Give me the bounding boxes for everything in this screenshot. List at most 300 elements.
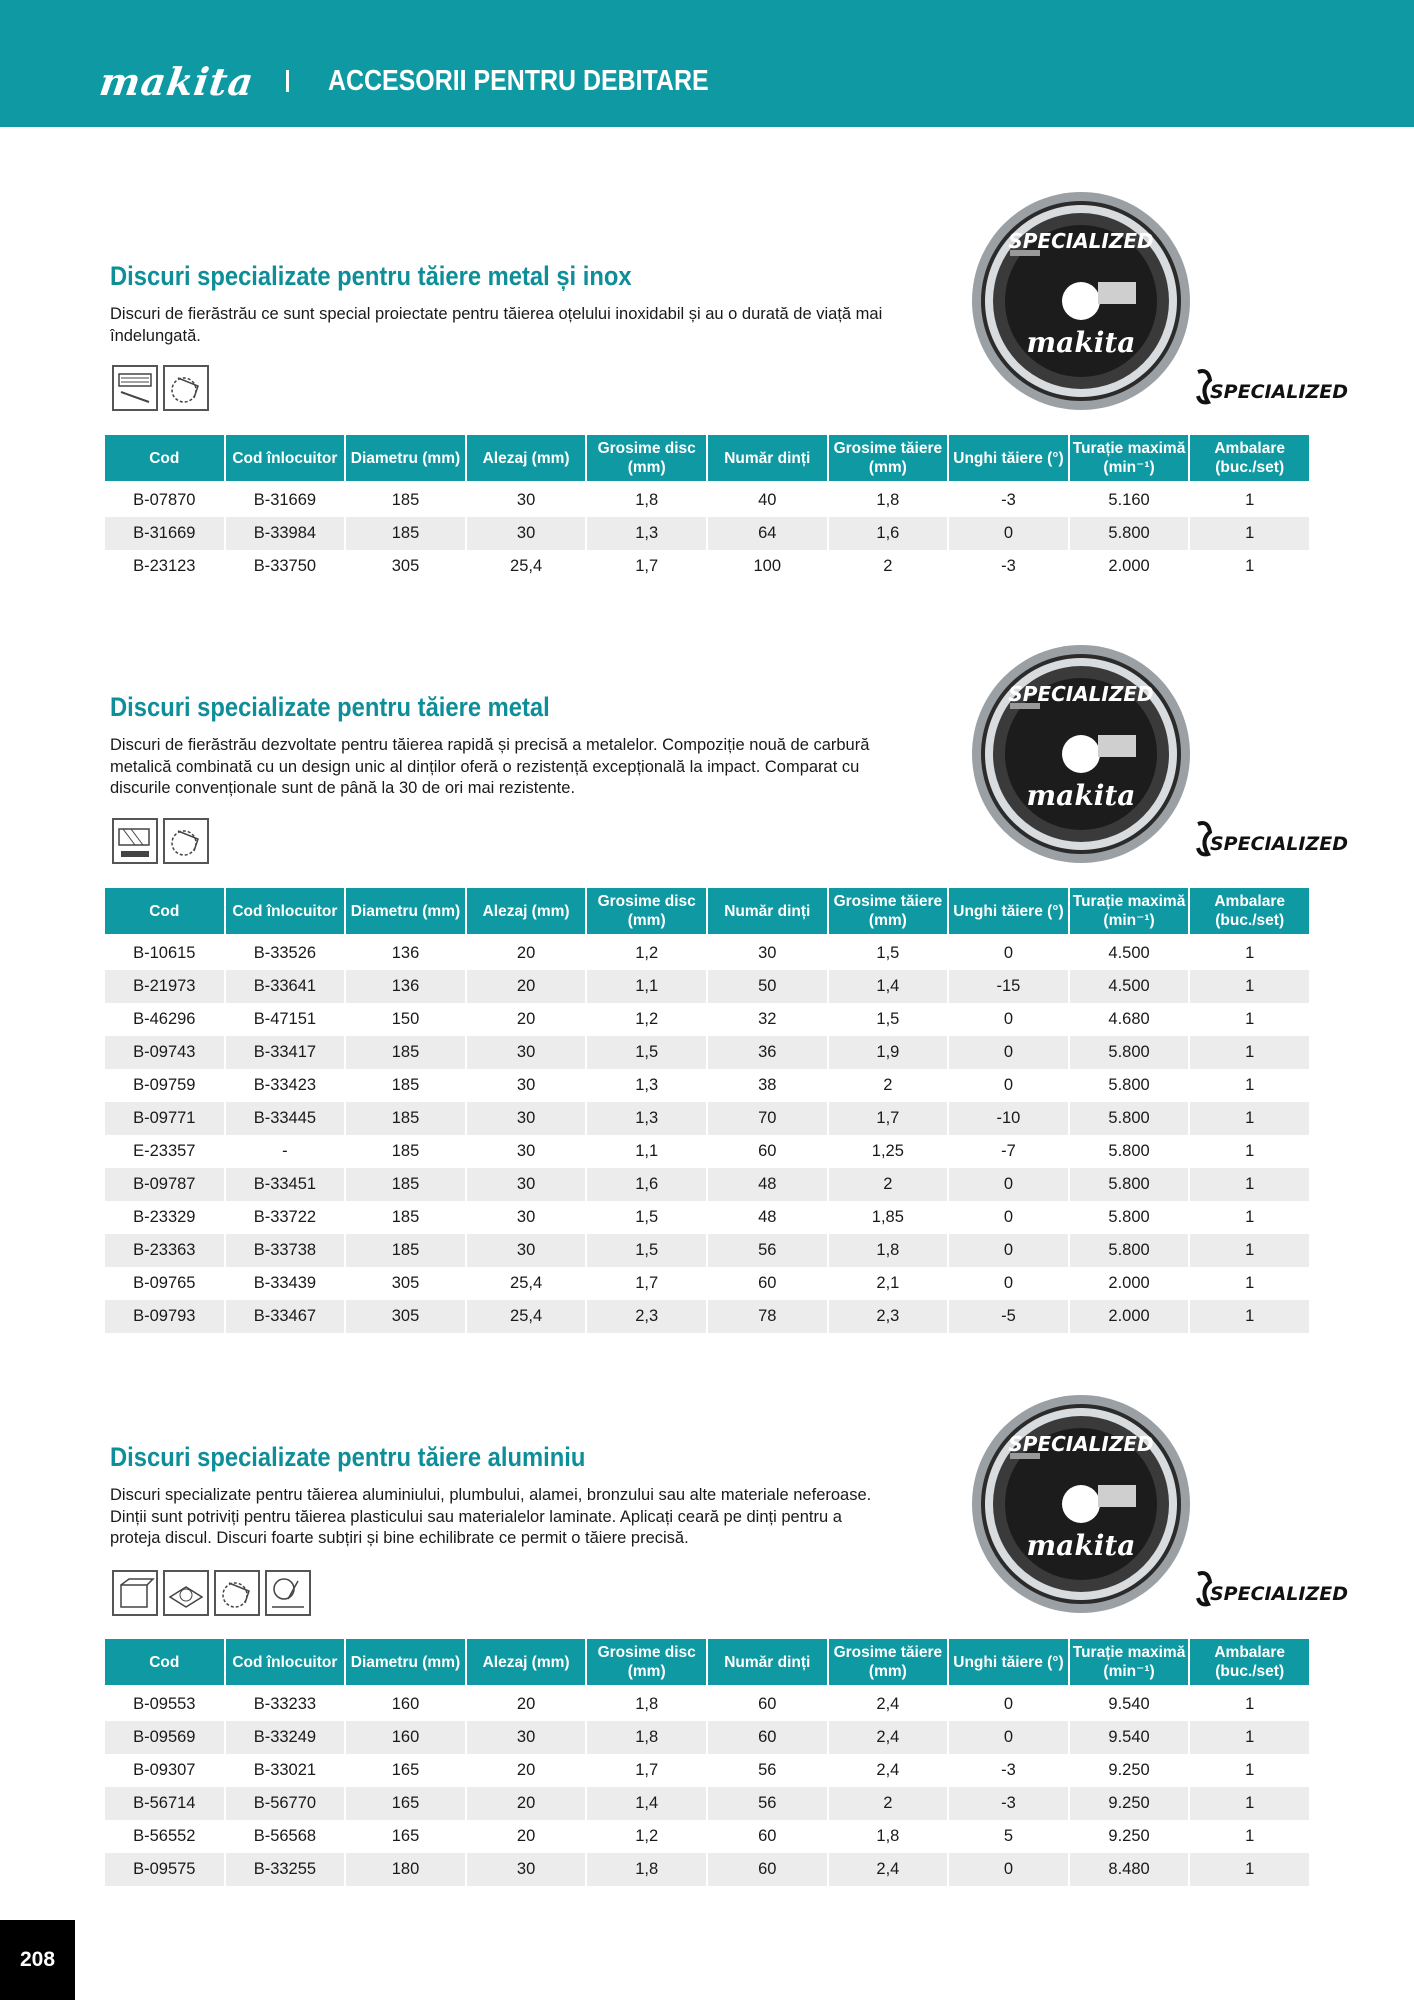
table-cell: 136 bbox=[346, 970, 465, 1003]
table-cell: 56 bbox=[708, 1234, 827, 1267]
column-header: Cod bbox=[105, 888, 224, 937]
table-cell: B-31669 bbox=[253, 491, 317, 509]
table-cell: 1 bbox=[1190, 1102, 1309, 1135]
table-cell: 0 bbox=[949, 1721, 1068, 1754]
table-cell: 30 bbox=[516, 491, 536, 509]
table-cell: -10 bbox=[949, 1102, 1068, 1135]
table-cell: 1 bbox=[1190, 1300, 1309, 1333]
table-cell: 5.800 bbox=[1108, 1076, 1150, 1094]
table-cell: -15 bbox=[949, 970, 1068, 1003]
table-cell: 20 bbox=[516, 944, 536, 962]
table-cell: 5.800 bbox=[1070, 1234, 1189, 1267]
table-cell: -7 bbox=[1001, 1142, 1016, 1160]
table-cell: 1 bbox=[1190, 1168, 1309, 1201]
table-cell: 160 bbox=[391, 1695, 420, 1713]
table-cell: 0 bbox=[1003, 1076, 1014, 1094]
table-cell: B-09553 bbox=[133, 1695, 196, 1713]
page-header bbox=[0, 0, 1414, 127]
table-cell: 70 bbox=[708, 1102, 827, 1135]
saw-blade-image bbox=[970, 643, 1192, 865]
table-cell: 30 bbox=[467, 1036, 586, 1069]
table-cell: 2.000 bbox=[1070, 1300, 1189, 1333]
product-table bbox=[103, 888, 1311, 1333]
table-cell: B-09787 bbox=[105, 1168, 224, 1201]
table-row bbox=[105, 517, 1309, 550]
table-cell: 9.250 bbox=[1070, 1787, 1189, 1820]
table-cell: B-07870 bbox=[133, 491, 196, 509]
section-title: Discuri specializate pentru tăiere aluminiu bbox=[110, 1442, 586, 1472]
table-cell: E-23357 bbox=[133, 1142, 196, 1160]
table-cell: B-33445 bbox=[226, 1102, 345, 1135]
table-cell: 1,5 bbox=[587, 1036, 706, 1069]
table-row bbox=[105, 1234, 1309, 1267]
table-cell: 60 bbox=[708, 1853, 827, 1886]
table-cell: 185 bbox=[346, 517, 465, 550]
table-row bbox=[105, 1201, 1309, 1234]
table-cell: 20 bbox=[467, 1787, 586, 1820]
table-cell: 1,8 bbox=[635, 491, 659, 509]
badge-text: SPECIALIZED bbox=[1210, 381, 1349, 403]
column-header: Cod înlocuitor bbox=[226, 1639, 345, 1688]
table-cell: 0 bbox=[949, 1853, 1068, 1886]
table-cell: B-33451 bbox=[226, 1168, 345, 1201]
column-header: Ambalare (buc./set) bbox=[1190, 435, 1309, 484]
table-row bbox=[105, 1069, 1309, 1102]
metal-icon bbox=[112, 818, 158, 864]
table-cell: 60 bbox=[758, 1827, 777, 1845]
table-cell: 1,7 bbox=[829, 1102, 948, 1135]
table-cell: 30 bbox=[467, 1853, 586, 1886]
column-header: Număr dinți bbox=[708, 435, 827, 484]
table-cell: 0 bbox=[949, 1036, 1068, 1069]
table-cell: B-33249 bbox=[226, 1721, 345, 1754]
table-cell: 2,3 bbox=[587, 1300, 706, 1333]
table-cell: 1,8 bbox=[876, 491, 900, 509]
table-cell: 2.000 bbox=[1108, 557, 1150, 575]
table-cell: 1 bbox=[1190, 517, 1309, 550]
table-cell: 165 bbox=[346, 1787, 465, 1820]
table-cell: B-56714 bbox=[105, 1787, 224, 1820]
table-cell: 1,2 bbox=[635, 1010, 659, 1028]
column-header: Cod bbox=[105, 1639, 224, 1688]
blade-brand: makita bbox=[1026, 326, 1136, 359]
table-cell: 136 bbox=[391, 944, 420, 962]
table-cell: 1 bbox=[1245, 1142, 1255, 1160]
table-cell: 1,5 bbox=[635, 1208, 659, 1226]
product-table bbox=[103, 435, 1311, 583]
table-cell: 1,9 bbox=[829, 1036, 948, 1069]
table-cell: 1,2 bbox=[635, 944, 659, 962]
column-header: Turație maximă (min⁻¹) bbox=[1070, 888, 1189, 937]
table-cell: 305 bbox=[391, 1274, 420, 1292]
column-header: Alezaj (mm) bbox=[467, 1639, 586, 1688]
table-cell: 2,4 bbox=[876, 1695, 900, 1713]
table-row bbox=[105, 484, 1309, 517]
table-cell: 1,2 bbox=[635, 1827, 659, 1845]
saw-blade-image bbox=[970, 190, 1192, 412]
table-cell: 1,25 bbox=[871, 1142, 904, 1160]
table-cell: 30 bbox=[467, 1234, 586, 1267]
column-header: Număr dinți bbox=[708, 888, 827, 937]
table-cell: 30 bbox=[516, 1208, 536, 1226]
table-cell: 1,8 bbox=[587, 1853, 706, 1886]
circular-saw-icon bbox=[163, 818, 209, 864]
table-row bbox=[105, 1688, 1309, 1721]
column-header: Grosime disc (mm) bbox=[587, 435, 706, 484]
circular-saw-icon bbox=[163, 365, 209, 411]
table-row bbox=[105, 937, 1309, 970]
table-cell: 185 bbox=[346, 1036, 465, 1069]
table-row bbox=[105, 1787, 1309, 1820]
table-cell: 1,8 bbox=[587, 1721, 706, 1754]
table-cell: B-09569 bbox=[105, 1721, 224, 1754]
circular-saw-icon bbox=[214, 1570, 260, 1616]
table-cell: 1,6 bbox=[587, 1168, 706, 1201]
table-cell: 30 bbox=[516, 1076, 536, 1094]
table-cell: 1 bbox=[1190, 970, 1309, 1003]
table-cell: B-33423 bbox=[253, 1076, 317, 1094]
table-cell: 185 bbox=[346, 1168, 465, 1201]
column-header: Număr dinți bbox=[708, 1639, 827, 1688]
table-cell: 4.500 bbox=[1070, 970, 1189, 1003]
table-cell: B-31669 bbox=[105, 517, 224, 550]
table-cell: 1,1 bbox=[587, 970, 706, 1003]
table-cell: 40 bbox=[758, 491, 777, 509]
table-cell: 1 bbox=[1190, 1787, 1309, 1820]
table-cell: -3 bbox=[1001, 1761, 1016, 1779]
table-cell: B-33233 bbox=[253, 1695, 317, 1713]
table-cell: 48 bbox=[708, 1168, 827, 1201]
table-cell: 1 bbox=[1190, 1853, 1309, 1886]
table-cell: B-33750 bbox=[253, 557, 317, 575]
table-cell: 56 bbox=[708, 1787, 827, 1820]
table-cell: 56 bbox=[758, 1761, 777, 1779]
table-cell: 0 bbox=[949, 1234, 1068, 1267]
table-cell: 30 bbox=[467, 1102, 586, 1135]
table-cell: 2.000 bbox=[1108, 1274, 1150, 1292]
column-header: Alezaj (mm) bbox=[467, 435, 586, 484]
table-cell: B-46296 bbox=[133, 1010, 196, 1028]
table-cell: 8.480 bbox=[1070, 1853, 1189, 1886]
column-header: Turație maximă (min⁻¹) bbox=[1070, 1639, 1189, 1688]
table-cell: 0 bbox=[1003, 1010, 1014, 1028]
table-row bbox=[105, 1754, 1309, 1787]
table-cell: B-33641 bbox=[226, 970, 345, 1003]
table-row bbox=[105, 1853, 1309, 1886]
table-cell: 1 bbox=[1245, 1076, 1255, 1094]
table-cell: 2,1 bbox=[876, 1274, 900, 1292]
table-cell: B-33526 bbox=[253, 944, 317, 962]
table-header-row bbox=[105, 888, 1309, 937]
table-cell: 4.500 bbox=[1108, 944, 1150, 962]
table-cell: 185 bbox=[346, 1234, 465, 1267]
table-cell: 1,8 bbox=[635, 1695, 659, 1713]
section-title: Discuri specializate pentru tăiere metal și inox bbox=[110, 261, 632, 291]
section-description: Discuri specializate pentru tăierea aluminiului, plumbului, alamei, bronzului sau alte materiale neferoase. Dinții sunt potriviți pentru tăierea plasticului sau materialelor laminate. Aplicați ceară pe dinți pentru a proteja discul. Discuri foarte subțiri și bine echilibrate ce permit o tăiere precisă. bbox=[110, 1486, 872, 1547]
column-header: Ambalare (buc./set) bbox=[1190, 1639, 1309, 1688]
table-cell: 20 bbox=[516, 1010, 536, 1028]
table-cell: B-23123 bbox=[133, 557, 196, 575]
table-cell: B-23329 bbox=[133, 1208, 196, 1226]
table-cell: 180 bbox=[346, 1853, 465, 1886]
table-row bbox=[105, 1820, 1309, 1853]
table-cell: B-09307 bbox=[133, 1761, 196, 1779]
table-cell: 1,1 bbox=[635, 1142, 659, 1160]
table-cell: 305 bbox=[346, 1300, 465, 1333]
table-cell: 2 bbox=[829, 1787, 948, 1820]
table-cell: 30 bbox=[467, 1721, 586, 1754]
table-cell: 38 bbox=[758, 1076, 777, 1094]
table-cell: B-56552 bbox=[133, 1827, 196, 1845]
column-header: Diametru (mm) bbox=[346, 435, 465, 484]
table-cell: 1,5 bbox=[876, 1010, 900, 1028]
table-cell: -3 bbox=[1001, 491, 1016, 509]
table-cell: 1 bbox=[1245, 1274, 1255, 1292]
column-header: Grosime tăiere (mm) bbox=[829, 435, 948, 484]
column-header: Grosime tăiere (mm) bbox=[829, 888, 948, 937]
blade-label: SPECIALIZED bbox=[1008, 229, 1154, 253]
table-cell: 1,5 bbox=[876, 944, 900, 962]
table-cell: 25,4 bbox=[467, 1300, 586, 1333]
table-cell: 2,4 bbox=[876, 1761, 900, 1779]
table-cell: 1,3 bbox=[635, 1076, 659, 1094]
table-cell: B-09759 bbox=[133, 1076, 196, 1094]
column-header: Diametru (mm) bbox=[346, 888, 465, 937]
table-cell: 1,4 bbox=[587, 1787, 706, 1820]
application-icons bbox=[112, 1570, 311, 1616]
table-cell: 5.800 bbox=[1070, 1036, 1189, 1069]
table-cell: 20 bbox=[516, 1761, 536, 1779]
table-cell: B-33439 bbox=[253, 1274, 317, 1292]
table-cell: 5.800 bbox=[1070, 517, 1189, 550]
table-cell: 5.800 bbox=[1108, 1142, 1150, 1160]
section-description: Discuri de fierăstrău ce sunt special proiectate pentru tăierea oțelului inoxidabil și au o durată de viață mai îndelungată. bbox=[110, 305, 883, 345]
table-cell: 9.540 bbox=[1070, 1721, 1189, 1754]
table-cell: 1 bbox=[1245, 1761, 1255, 1779]
table-cell: B-33984 bbox=[226, 517, 345, 550]
table-cell: B-09793 bbox=[105, 1300, 224, 1333]
column-header: Diametru (mm) bbox=[346, 1639, 465, 1688]
table-row bbox=[105, 1036, 1309, 1069]
table-cell: 60 bbox=[758, 1695, 777, 1713]
column-header: Grosime disc (mm) bbox=[587, 888, 706, 937]
page-title: ACCESORII PENTRU DEBITARE bbox=[328, 65, 709, 97]
table-cell: 30 bbox=[467, 517, 586, 550]
column-header: Cod înlocuitor bbox=[226, 435, 345, 484]
table-cell: 60 bbox=[708, 1721, 827, 1754]
table-cell: 1 bbox=[1245, 1827, 1255, 1845]
table-cell: B-33738 bbox=[226, 1234, 345, 1267]
table-row bbox=[105, 1300, 1309, 1333]
table-cell: 185 bbox=[391, 1076, 420, 1094]
table-saw-icon bbox=[163, 1570, 209, 1616]
table-cell: 1,85 bbox=[871, 1208, 904, 1226]
table-cell: 48 bbox=[758, 1208, 777, 1226]
table-cell: 0 bbox=[1003, 1208, 1014, 1226]
table-cell: B-21973 bbox=[105, 970, 224, 1003]
table-cell: 9.540 bbox=[1108, 1695, 1150, 1713]
table-cell: 0 bbox=[1003, 944, 1014, 962]
table-cell: 5.800 bbox=[1070, 1168, 1189, 1201]
table-cell: 60 bbox=[758, 1274, 777, 1292]
section-title: Discuri specializate pentru tăiere metal bbox=[110, 692, 550, 722]
table-cell: 1 bbox=[1245, 557, 1255, 575]
table-row bbox=[105, 970, 1309, 1003]
table-cell: 9.250 bbox=[1108, 1827, 1150, 1845]
table-cell: B-47151 bbox=[253, 1010, 317, 1028]
table-cell: 30 bbox=[516, 1142, 536, 1160]
table-cell: 185 bbox=[346, 1102, 465, 1135]
badge-text: SPECIALIZED bbox=[1210, 833, 1349, 855]
table-cell: 150 bbox=[391, 1010, 420, 1028]
table-cell: 1,8 bbox=[829, 1234, 948, 1267]
table-cell: B-23363 bbox=[105, 1234, 224, 1267]
table-cell: 1 bbox=[1190, 1721, 1309, 1754]
table-cell: 1,8 bbox=[876, 1827, 900, 1845]
blade-label: SPECIALIZED bbox=[1008, 1432, 1154, 1456]
table-cell: 1 bbox=[1190, 1234, 1309, 1267]
table-row bbox=[105, 1267, 1309, 1300]
table-cell: B-33722 bbox=[253, 1208, 317, 1226]
table-cell: 36 bbox=[708, 1036, 827, 1069]
table-row bbox=[105, 1135, 1309, 1168]
table-cell: B-56568 bbox=[253, 1827, 317, 1845]
table-cell: B-56770 bbox=[226, 1787, 345, 1820]
table-cell: 0 bbox=[1003, 1274, 1014, 1292]
table-cell: 1 bbox=[1245, 944, 1255, 962]
column-header: Ambalare (buc./set) bbox=[1190, 888, 1309, 937]
application-icons bbox=[112, 818, 209, 864]
table-cell: 5.800 bbox=[1070, 1102, 1189, 1135]
table-cell: 1,7 bbox=[635, 1761, 659, 1779]
table-cell: 30 bbox=[467, 1168, 586, 1201]
table-cell: 1,6 bbox=[829, 517, 948, 550]
table-cell: 50 bbox=[708, 970, 827, 1003]
table-cell: 78 bbox=[708, 1300, 827, 1333]
miter-saw-icon bbox=[265, 1570, 311, 1616]
column-header: Grosime disc (mm) bbox=[587, 1639, 706, 1688]
table-cell: 1 bbox=[1245, 1010, 1255, 1028]
table-cell: 2,4 bbox=[829, 1853, 948, 1886]
table-cell: 0 bbox=[1003, 1695, 1014, 1713]
table-cell: 165 bbox=[391, 1761, 420, 1779]
column-header: Unghi tăiere (°) bbox=[949, 1639, 1068, 1688]
table-cell: 64 bbox=[708, 517, 827, 550]
table-cell: 9.250 bbox=[1108, 1761, 1150, 1779]
makita-logo: makita bbox=[96, 59, 258, 104]
aluminium-icon bbox=[112, 1570, 158, 1616]
table-cell: B-09575 bbox=[105, 1853, 224, 1886]
table-cell: 2 bbox=[883, 557, 893, 575]
table-cell: 1 bbox=[1245, 1208, 1255, 1226]
table-cell: 25,4 bbox=[510, 557, 543, 575]
table-header-row bbox=[105, 1639, 1309, 1688]
table-cell: 5.800 bbox=[1108, 1208, 1150, 1226]
specialized-badge bbox=[1194, 1568, 1349, 1614]
table-cell: B-33021 bbox=[253, 1761, 317, 1779]
table-cell: B-33467 bbox=[226, 1300, 345, 1333]
table-cell: 1 bbox=[1190, 1036, 1309, 1069]
column-header: Unghi tăiere (°) bbox=[949, 435, 1068, 484]
table-cell: 5 bbox=[1003, 1827, 1014, 1845]
table-cell: 30 bbox=[758, 944, 777, 962]
blade-brand: makita bbox=[1026, 779, 1136, 812]
saw-blade-image bbox=[970, 1393, 1192, 1615]
application-icons bbox=[112, 365, 209, 411]
table-cell: 1,7 bbox=[635, 1274, 659, 1292]
table-cell: 1,5 bbox=[587, 1234, 706, 1267]
table-cell: 0 bbox=[949, 1168, 1068, 1201]
table-row bbox=[105, 1003, 1309, 1036]
table-cell: 5.160 bbox=[1108, 491, 1150, 509]
table-header-row bbox=[105, 435, 1309, 484]
table-cell: -5 bbox=[949, 1300, 1068, 1333]
table-cell: 100 bbox=[753, 557, 782, 575]
table-cell: B-09743 bbox=[105, 1036, 224, 1069]
table-row bbox=[105, 550, 1309, 583]
table-cell: 185 bbox=[391, 491, 420, 509]
header-separator bbox=[286, 70, 289, 92]
table-cell: -3 bbox=[949, 1787, 1068, 1820]
product-table bbox=[103, 1639, 1311, 1886]
blade-brand: makita bbox=[1026, 1529, 1136, 1562]
table-cell: 1 bbox=[1245, 491, 1255, 509]
table-cell: 185 bbox=[391, 1208, 420, 1226]
table-cell: 305 bbox=[391, 557, 420, 575]
table-cell: 25,4 bbox=[510, 1274, 543, 1292]
table-cell: 60 bbox=[758, 1142, 777, 1160]
table-cell: B-33417 bbox=[226, 1036, 345, 1069]
table-cell: 2 bbox=[829, 1168, 948, 1201]
table-cell: 2,3 bbox=[829, 1300, 948, 1333]
column-header: Turație maximă (min⁻¹) bbox=[1070, 435, 1189, 484]
column-header: Alezaj (mm) bbox=[467, 888, 586, 937]
table-cell: 0 bbox=[949, 517, 1068, 550]
table-cell: 4.680 bbox=[1108, 1010, 1150, 1028]
column-header: Cod înlocuitor bbox=[226, 888, 345, 937]
column-header: Unghi tăiere (°) bbox=[949, 888, 1068, 937]
table-cell: 2,4 bbox=[829, 1721, 948, 1754]
blade-label: SPECIALIZED bbox=[1008, 682, 1154, 706]
table-row bbox=[105, 1721, 1309, 1754]
column-header: Grosime tăiere (mm) bbox=[829, 1639, 948, 1688]
table-cell: 1,3 bbox=[587, 1102, 706, 1135]
table-cell: B-33255 bbox=[226, 1853, 345, 1886]
table-cell: 1 bbox=[1245, 1695, 1255, 1713]
table-cell: 1,3 bbox=[587, 517, 706, 550]
table-cell: B-09765 bbox=[133, 1274, 196, 1292]
table-cell: 185 bbox=[391, 1142, 420, 1160]
table-cell: 165 bbox=[391, 1827, 420, 1845]
table-row bbox=[105, 1102, 1309, 1135]
stainless-steel-icon bbox=[112, 365, 158, 411]
table-cell: 32 bbox=[758, 1010, 777, 1028]
specialized-badge bbox=[1194, 818, 1349, 864]
table-cell: - bbox=[282, 1142, 288, 1160]
table-cell: B-09771 bbox=[105, 1102, 224, 1135]
page-number: 208 bbox=[0, 1920, 75, 2000]
badge-text: SPECIALIZED bbox=[1210, 1583, 1349, 1605]
table-cell: 2 bbox=[883, 1076, 893, 1094]
table-cell: 1,4 bbox=[829, 970, 948, 1003]
table-cell: 1,7 bbox=[635, 557, 659, 575]
column-header: Cod bbox=[105, 435, 224, 484]
table-row bbox=[105, 1168, 1309, 1201]
table-cell: 20 bbox=[516, 1827, 536, 1845]
table-cell: 20 bbox=[467, 970, 586, 1003]
table-cell: B-10615 bbox=[133, 944, 196, 962]
specialized-badge bbox=[1194, 366, 1349, 412]
